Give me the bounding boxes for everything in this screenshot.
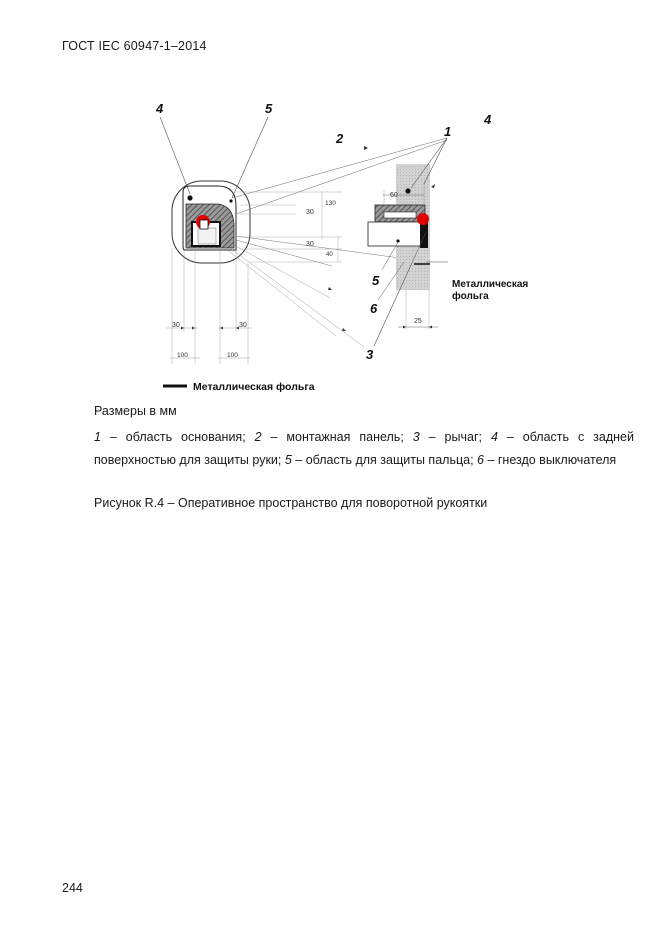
legend-paragraph — [94, 426, 634, 472]
foil-dot-right — [417, 213, 429, 225]
callout-5-left: 5 — [265, 101, 273, 116]
legend-text-6: – гнездо выключателя — [483, 453, 617, 467]
legend-text-4: – область с задней поверхностью для защиты руки; — [94, 430, 634, 467]
legend-text-3: – рычаг; — [419, 430, 491, 444]
dim-30-left: 30 — [172, 322, 180, 329]
legend-num-4: 4 — [490, 430, 498, 444]
legend-foil-text: Металлическая фольга — [193, 381, 315, 393]
dim-30-mid: 30 — [306, 241, 314, 248]
dim-130: 130 — [325, 200, 336, 207]
legend-num-6: 6 — [477, 453, 484, 467]
figure-title: Рисунок R.4 – Оперативное пространство для поворотной рукоятки — [94, 496, 488, 510]
callout-4-right: 4 — [484, 112, 492, 127]
technical-figure — [0, 0, 661, 400]
foil-label-line2: фольга — [452, 291, 489, 302]
figure-drawing — [0, 0, 661, 400]
callout-2: 2 — [336, 131, 344, 146]
units-note: Размеры в мм — [94, 404, 177, 418]
legend-text-1: – область основания; — [100, 430, 255, 444]
legend-num-5: 5 — [284, 453, 292, 467]
legend-text-2: – монтажная панель; — [261, 430, 413, 444]
callout-1: 1 — [444, 124, 452, 139]
right-view — [368, 138, 448, 346]
dim-40: 40 — [326, 252, 333, 258]
dim-60: 60 — [390, 192, 398, 199]
callout-5-right: 5 — [372, 273, 380, 288]
dim-30-right: 30 — [239, 322, 247, 329]
legend-num-2: 2 — [254, 430, 262, 444]
legend-text-5: – область для защиты пальца; — [291, 453, 478, 467]
foil-label-line1: Металлическая — [452, 279, 529, 290]
legend-num-3: 3 — [412, 430, 420, 444]
page-number: 244 — [62, 881, 83, 895]
callout-3: 3 — [366, 347, 374, 362]
dim-30-top: 30 — [306, 209, 314, 216]
callout-6: 6 — [370, 301, 378, 316]
legend-num-1: 1 — [94, 430, 101, 444]
document-header: ГОСТ IEC 60947-1–2014 — [62, 39, 207, 53]
callout-4-left: 4 — [156, 101, 164, 116]
dim-25: 25 — [414, 318, 422, 325]
dim-100-left: 100 — [177, 352, 188, 359]
dim-100-right: 100 — [227, 352, 238, 359]
